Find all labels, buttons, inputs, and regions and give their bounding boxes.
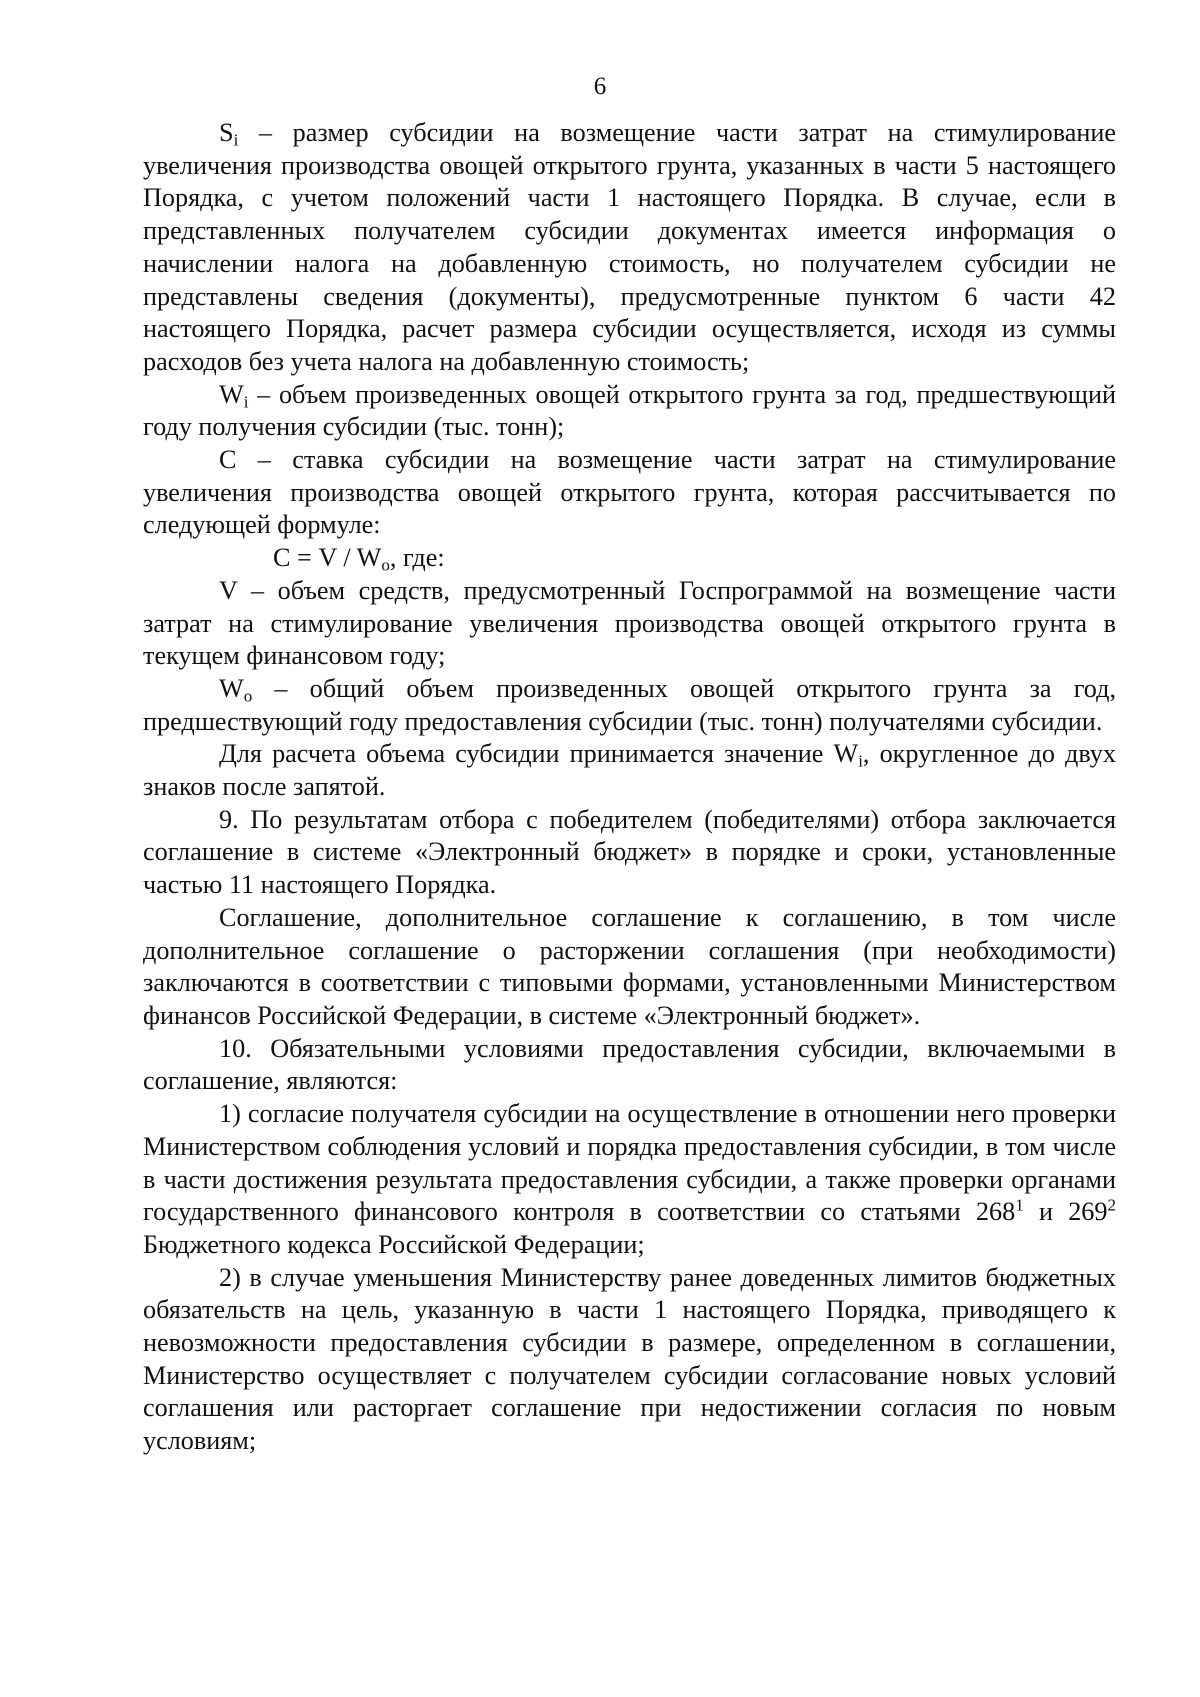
subscript-o: о (243, 686, 253, 706)
superscript-1: 1 (1015, 1195, 1024, 1215)
symbol-w: W (219, 379, 244, 409)
formula (143, 542, 1116, 575)
condition-1-before: 1) согласие получателя субсидии на осуществление в отношении него проверки Министерством соблюдения условий и порядка предоставления субсидии, в том числе в части достижения результата предоставления субсидии, а также проверки органами государственного финансового контроля в соответствии со статьями 268 (143, 1099, 1116, 1227)
definition-si-text: – размер субсидии на возмещение части затрат на стимулирование увеличения производства овощей открытого грунта, указанных в части 5 настоящего Порядка, с учетом положений части 1 настоящего Порядка. В случае, если в представленных получателем субсидии документах имеется информация о начислении налога на добавленную стоимость, но получателем субсидии не представлены сведения (документы), предусмотренные пунктом 6 части 42 настоящего Порядка, расчет размера субсидии осуществляется, исходя из суммы расходов без учета налога на добавленную стоимость; (143, 118, 1116, 376)
definition-wo (143, 673, 1116, 738)
document-body (143, 117, 1116, 1458)
formula-prefix: С = V / W (273, 543, 382, 573)
definition-wo-text: – общий объем произведенных овощей открытого грунта за год, предшествующий году предоставления субсидии (тыс. тонн) получателями субсидии. (143, 673, 1116, 736)
formula-subscript: о (381, 555, 390, 575)
paragraph-agreement: Соглашение, дополнительное соглашение к соглашению, в том числе дополнительное соглашение о расторжении соглашения (при необходимости) заключаются в соответствии с типовыми формами, установленными Министерством финансов Российской Федерации, в системе «Электронный бюджет». (143, 902, 1116, 1030)
rounding-before: Для расчета объема субсидии принимается значение W (219, 739, 859, 769)
subscript-i: i (858, 751, 863, 771)
definition-si (143, 117, 1116, 379)
condition-2: 2) в случае уменьшения Министерству ранее доведенных лимитов бюджетных обязательств на цель, указанную в части 1 настоящего Порядка, приводящего к невозможности предоставления субсидии в размере, определенном в соглашении, Министерство осуществляет с получателем субсидии согласование новых условий соглашения или расторгает соглашение при недостижении согласия по новым условиям; (143, 1262, 1116, 1456)
definition-wi-text: – объем произведенных овощей открытого грунта за год, предшествующий году получения субсидии (тыс. тонн); (143, 379, 1116, 442)
subscript-i: i (243, 391, 249, 411)
page-number: 6 (593, 73, 607, 100)
definition-wi (143, 379, 1116, 444)
superscript-2: 2 (1107, 1195, 1116, 1215)
condition-1-after: Бюджетного кодекса Российской Федерации; (143, 1229, 645, 1259)
condition-1-middle: и 269 (1023, 1197, 1108, 1227)
rounding-rule (143, 738, 1116, 803)
definition-v: V – объем средств, предусмотренный Госпрограммой на возмещение части затрат на стимулирование увеличения производства овощей открытого грунта в текущем финансовом году; (143, 575, 1116, 671)
paragraph-10: 10. Обязательными условиями предоставления субсидии, включаемыми в соглашение, являются: (143, 1033, 1116, 1096)
condition-1 (143, 1098, 1116, 1262)
subscript-i: i (233, 130, 239, 150)
rounding-after: , округленное до двух знаков после запятой. (143, 739, 1116, 802)
paragraph-9: 9. По результатам отбора с победителем (победителями) отбора заключается соглашение в системе «Электронный бюджет» в порядке и сроки, установленные частью 11 настоящего Порядка. (143, 804, 1116, 900)
formula-suffix: , где: (389, 543, 445, 573)
symbol-w: W (219, 673, 244, 703)
definition-c: С – ставка субсидии на возмещение части затрат на стимулирование увеличения производства овощей открытого грунта, которая рассчитывается по следующей формуле: (143, 445, 1116, 540)
symbol-s: S (219, 118, 234, 147)
